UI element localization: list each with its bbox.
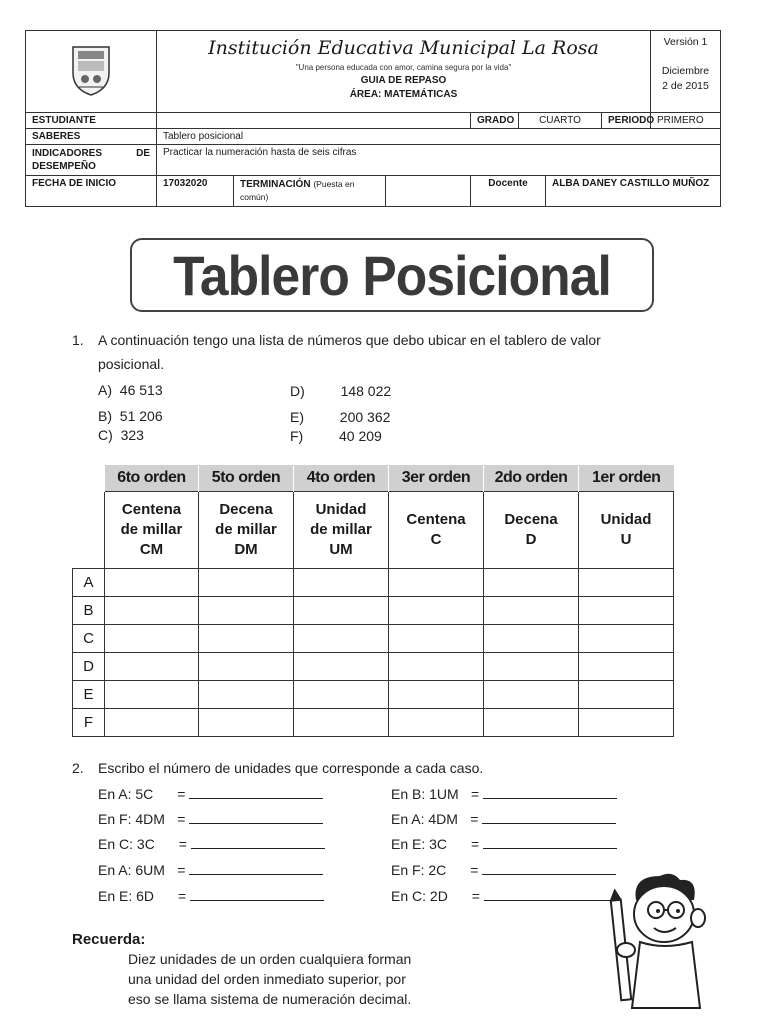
table-cell[interactable] xyxy=(199,569,294,597)
option-value: 40 209 xyxy=(339,428,382,444)
indicadores-value: Practicar la numeración hasta de seis cifras xyxy=(157,145,721,176)
recuerda-line: eso se llama sistema de numeración decimal. xyxy=(128,991,412,1007)
q1-option-a xyxy=(98,382,163,398)
answer-field[interactable] xyxy=(483,786,617,799)
boy-with-pencil-icon xyxy=(602,870,718,1010)
teacher-label: Docente xyxy=(471,176,546,207)
unit-line: Decena xyxy=(504,511,558,528)
exercise-unit: 6D xyxy=(136,888,155,904)
unit-line: D xyxy=(525,531,537,548)
corner-cell xyxy=(73,492,105,569)
exercise-eq: = xyxy=(177,862,186,878)
table-cell[interactable] xyxy=(389,709,484,737)
unit-header-um xyxy=(294,492,389,569)
recuerda-text xyxy=(128,949,411,1009)
institution-title: Institución Educativa Municipal La Rosa xyxy=(208,37,599,59)
exercise-right-3 xyxy=(391,836,617,852)
table-cell[interactable] xyxy=(199,625,294,653)
exercise-eq: = xyxy=(470,811,479,827)
answer-field[interactable] xyxy=(191,836,325,849)
place-value-table xyxy=(72,465,674,737)
date-line-1: Diciembre xyxy=(661,65,710,77)
table-cell[interactable] xyxy=(105,625,199,653)
exercise-left-4 xyxy=(98,862,323,878)
table-cell[interactable] xyxy=(579,681,674,709)
option-value: 148 022 xyxy=(340,383,392,399)
end-date-field[interactable] xyxy=(386,176,471,207)
period-value: PRIMERO xyxy=(651,113,721,129)
exercise-case: En F: xyxy=(98,811,132,827)
exercise-case: En A: xyxy=(98,786,132,802)
row-label: A xyxy=(73,569,105,597)
indicadores-de: DE xyxy=(136,148,150,159)
exercise-unit: 5C xyxy=(135,786,154,802)
unit-line: de millar xyxy=(120,521,183,538)
option-label: A) xyxy=(98,382,112,398)
table-cell[interactable] xyxy=(579,569,674,597)
unit-line: UM xyxy=(329,541,353,558)
exercise-unit: 3C xyxy=(136,836,155,852)
exercise-unit: 1UM xyxy=(429,786,459,802)
unit-line: de millar xyxy=(215,521,277,538)
table-cell[interactable] xyxy=(484,569,579,597)
exercise-unit: 3C xyxy=(429,836,448,852)
grade-value: CUARTO xyxy=(519,113,602,129)
exercise-case: En C: xyxy=(391,888,427,904)
exercise-unit: 2C xyxy=(428,862,447,878)
teacher-value: ALBA DANEY CASTILLO MUÑOZ xyxy=(546,176,721,207)
table-cell[interactable] xyxy=(294,597,389,625)
option-label: E) xyxy=(290,409,304,425)
start-date-label: FECHA DE INICIO xyxy=(26,176,157,207)
date-line-2: 2 de 2015 xyxy=(662,80,709,92)
order-header: 2do orden xyxy=(484,465,579,492)
table-cell[interactable] xyxy=(579,653,674,681)
q1-number: 1. xyxy=(72,332,84,348)
exercise-eq: = xyxy=(178,888,187,904)
exercise-eq: = xyxy=(471,888,480,904)
exercise-left-2 xyxy=(98,811,323,827)
student-label: ESTUDIANTE xyxy=(26,113,157,129)
version-label: Versión 1 xyxy=(663,36,708,48)
answer-field[interactable] xyxy=(482,862,616,875)
table-cell[interactable] xyxy=(105,569,199,597)
institution-motto: "Una persona educada con amor, camina segura por la vida" xyxy=(295,63,512,72)
student-field[interactable] xyxy=(157,113,471,129)
unit-header-d xyxy=(484,492,579,569)
indicadores-label-2: DESEMPEÑO xyxy=(32,161,96,172)
answer-field[interactable] xyxy=(190,888,324,901)
option-label: F) xyxy=(290,428,304,444)
answer-field[interactable] xyxy=(189,786,323,799)
q2-text: Escribo el número de unidades que corresponde a cada caso. xyxy=(98,760,484,776)
exercise-unit: 2D xyxy=(429,888,448,904)
institution-cell xyxy=(157,31,651,113)
exercise-eq: = xyxy=(470,862,479,878)
exercise-left-1 xyxy=(98,786,323,802)
option-value: 51 206 xyxy=(119,408,163,424)
answer-field[interactable] xyxy=(189,862,323,875)
recuerda-line: Diez unidades de un orden cualquiera forman xyxy=(128,951,412,967)
table-cell[interactable] xyxy=(389,569,484,597)
unit-line: Unidad xyxy=(600,511,652,528)
q1-option-d xyxy=(290,383,391,399)
option-value: 323 xyxy=(120,427,144,443)
page-title: Tablero Posicional xyxy=(173,244,611,307)
exercise-right-1 xyxy=(391,786,617,802)
order-header: 1er orden xyxy=(579,465,674,492)
table-cell[interactable] xyxy=(579,597,674,625)
start-date-value: 17032020 xyxy=(157,176,234,207)
row-label: C xyxy=(73,625,105,653)
end-date-label: TERMINACIÓN xyxy=(240,179,311,190)
grade-label: GRADO xyxy=(471,113,519,129)
table-cell[interactable] xyxy=(484,709,579,737)
answer-field[interactable] xyxy=(483,836,617,849)
row-label: F xyxy=(73,709,105,737)
header-table xyxy=(25,30,721,207)
unit-line: Centena xyxy=(121,501,182,518)
table-cell[interactable] xyxy=(389,597,484,625)
exercise-case: En E: xyxy=(98,888,133,904)
q1-option-b xyxy=(98,408,163,424)
end-date-note: (Puesta en común) xyxy=(240,179,355,202)
q1-option-e xyxy=(290,409,390,425)
row-label: D xyxy=(73,653,105,681)
unit-line: DM xyxy=(234,541,258,558)
option-label: B) xyxy=(98,408,112,424)
table-cell[interactable] xyxy=(105,653,199,681)
table-cell[interactable] xyxy=(484,625,579,653)
order-header: 5to orden xyxy=(199,465,294,492)
exercise-eq: = xyxy=(471,836,480,852)
table-cell[interactable] xyxy=(484,597,579,625)
exercise-eq: = xyxy=(177,811,186,827)
exercise-case: En F: xyxy=(391,862,425,878)
unit-line: Unidad xyxy=(315,501,367,518)
exercise-right-5 xyxy=(391,888,618,904)
exercise-left-3 xyxy=(98,836,325,852)
table-cell[interactable] xyxy=(389,681,484,709)
q1-option-c xyxy=(98,427,144,443)
answer-field[interactable] xyxy=(482,811,616,824)
logo-cell xyxy=(26,31,157,113)
order-header: 6to orden xyxy=(105,465,199,492)
unit-header-c xyxy=(389,492,484,569)
exercise-case: En A: xyxy=(391,811,425,827)
unit-line: U xyxy=(620,531,632,548)
row-label: E xyxy=(73,681,105,709)
q1-option-f xyxy=(290,428,382,444)
table-cell[interactable] xyxy=(294,681,389,709)
unit-line: de millar xyxy=(310,521,372,538)
exercise-case: En C: xyxy=(98,836,134,852)
exercise-case: En A: xyxy=(98,862,132,878)
exercise-eq: = xyxy=(177,786,186,802)
table-cell[interactable] xyxy=(105,597,199,625)
exercise-eq: = xyxy=(471,786,480,802)
table-cell[interactable] xyxy=(294,709,389,737)
exercise-left-5 xyxy=(98,888,324,904)
row-label: B xyxy=(73,597,105,625)
exercise-unit: 6UM xyxy=(135,862,165,878)
recuerda-line: una unidad del orden inmediato superior, por xyxy=(128,971,406,987)
table-cell[interactable] xyxy=(199,681,294,709)
saberes-value: Tablero posicional xyxy=(157,129,721,145)
unit-line: CM xyxy=(139,541,164,558)
q1-text-line2: posicional. xyxy=(98,356,165,372)
q2-number: 2. xyxy=(72,760,84,776)
exercise-case: En B: xyxy=(391,786,426,802)
exercise-right-2 xyxy=(391,811,616,827)
table-cell[interactable] xyxy=(389,653,484,681)
saberes-label: SABERES xyxy=(26,129,157,145)
table-cell[interactable] xyxy=(105,709,199,737)
table-cell[interactable] xyxy=(484,653,579,681)
option-value: 200 362 xyxy=(339,409,391,425)
order-header: 3er orden xyxy=(389,465,484,492)
table-cell[interactable] xyxy=(294,569,389,597)
version-cell xyxy=(651,31,721,113)
unit-header-cm xyxy=(105,492,199,569)
table-cell[interactable] xyxy=(579,625,674,653)
unit-line: Centena xyxy=(406,511,466,528)
table-cell[interactable] xyxy=(199,597,294,625)
exercise-unit: 4DM xyxy=(428,811,458,827)
option-label: C) xyxy=(98,427,113,443)
school-crest-icon xyxy=(69,43,113,97)
table-cell[interactable] xyxy=(294,653,389,681)
recuerda-title: Recuerda: xyxy=(72,931,146,948)
period-label: PERIODO xyxy=(602,113,651,129)
exercise-unit: 4DM xyxy=(135,811,165,827)
area-label: ÁREA: MATEMÁTICAS xyxy=(349,89,458,100)
exercise-eq: = xyxy=(178,836,187,852)
order-header: 4to orden xyxy=(294,465,389,492)
table-cell[interactable] xyxy=(105,681,199,709)
guide-label: GUIA DE REPASO xyxy=(360,75,447,86)
answer-field[interactable] xyxy=(189,811,323,824)
unit-line: C xyxy=(430,531,442,548)
table-cell[interactable] xyxy=(389,625,484,653)
end-date-label-cell xyxy=(234,176,386,207)
title-banner xyxy=(130,238,654,312)
unit-header-u xyxy=(579,492,674,569)
table-cell[interactable] xyxy=(484,681,579,709)
unit-line: Decena xyxy=(219,501,273,518)
corner-cell xyxy=(73,465,105,492)
q1-text-line1: A continuación tengo una lista de números que debo ubicar en el tablero de valor xyxy=(98,332,601,348)
answer-field[interactable] xyxy=(484,888,618,901)
option-value: 46 513 xyxy=(119,382,163,398)
table-cell[interactable] xyxy=(199,653,294,681)
indicadores-label-1: INDICADORES xyxy=(32,148,103,159)
table-cell[interactable] xyxy=(579,709,674,737)
unit-header-dm xyxy=(199,492,294,569)
exercise-case: En E: xyxy=(391,836,426,852)
exercise-right-4 xyxy=(391,862,616,878)
indicadores-label xyxy=(26,145,157,176)
table-cell[interactable] xyxy=(294,625,389,653)
option-label: D) xyxy=(290,383,305,399)
table-cell[interactable] xyxy=(199,709,294,737)
